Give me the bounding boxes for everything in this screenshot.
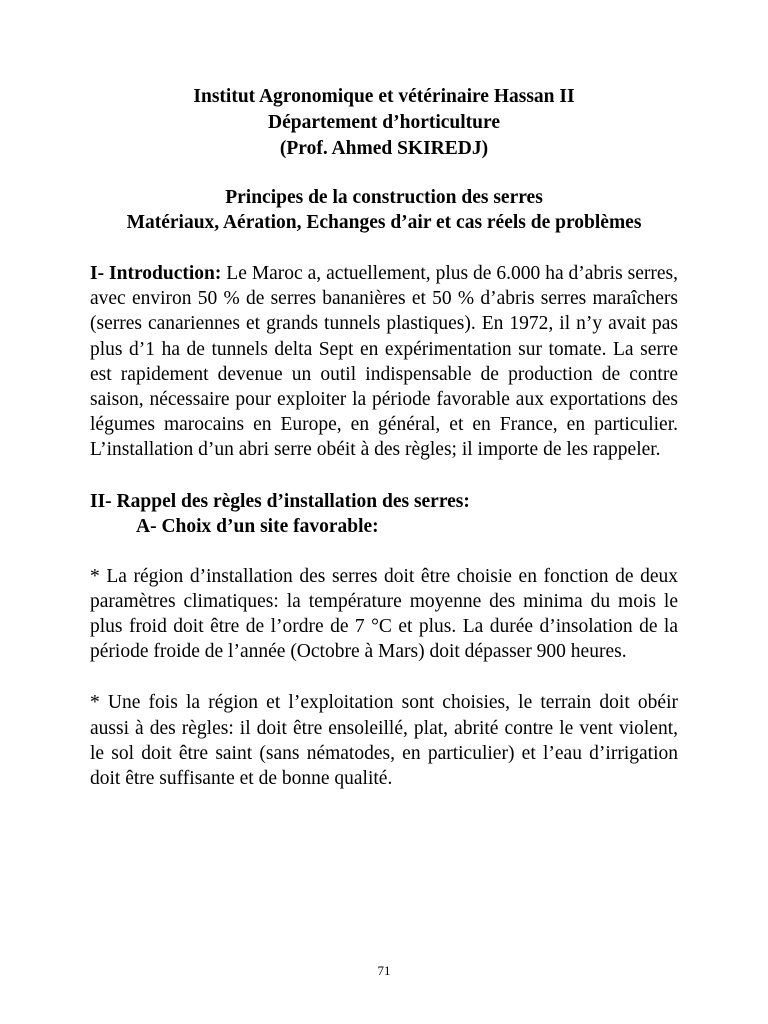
page-number: 71: [377, 963, 391, 978]
document-header: [90, 84, 678, 162]
introduction-paragraph: [90, 261, 678, 463]
institution-name: Institut Agronomique et vétérinaire Hassan II: [193, 86, 575, 107]
introduction-text: Le Maroc a, actuellement, plus de 6.000 ha d’abris serres, avec environ 50 % de serres bananières et 50 % d’abris serres maraîchers (serres canariennes et grands tunnels plastiques). En 1972, il n’y avait pas plus d’1 ha de tunnels delta Sept en expérimentation sur tomate. La serre est rapidement devenue un outil indispensable de production de contre saison, nécessaire pour exploiter la période favorable aux exportations des légumes marocains en Europe, en général, et en France, en particulier. L’installation d’un abri serre obéit à des règles; il importe de les rappeler.: [90, 263, 678, 461]
climate-rule-paragraph: * La région d’installation des serres doit être choisie en fonction de deux paramètres climatiques: la température moyenne des minima du mois le plus froid doit être de l’ordre de 7 °C et plus. La durée d’insolation de la période froide de l’année (Octobre à Mars) doit dépasser 900 heures.: [90, 565, 678, 663]
title-line-1: Principes de la construction des serres: [225, 187, 543, 208]
subsection-a-heading: A- Choix d’un site favorable:: [136, 515, 379, 537]
document-page: [90, 84, 678, 791]
document-title: [90, 185, 678, 235]
introduction-heading: I- Introduction:: [90, 263, 222, 284]
terrain-rule-paragraph: * Une fois la région et l’exploitation sont choisies, le terrain doit obéir aussi à des règles: il doit être ensoleillé, plat, abrité contre le vent violent, le sol doit être saint (sans nématodes, en particulier) et l’eau d’irrigation doit être suffisante et de bonne qualité.: [90, 692, 678, 790]
section-ii-heading: II- Rappel des règles d’installation des serres:: [90, 490, 470, 512]
title-line-2: Matériaux, Aération, Echanges d’air et cas réels de problèmes: [126, 212, 642, 233]
department-name: Département d’horticulture: [268, 112, 500, 133]
professor-name: (Prof. Ahmed SKIREDJ): [279, 138, 489, 159]
